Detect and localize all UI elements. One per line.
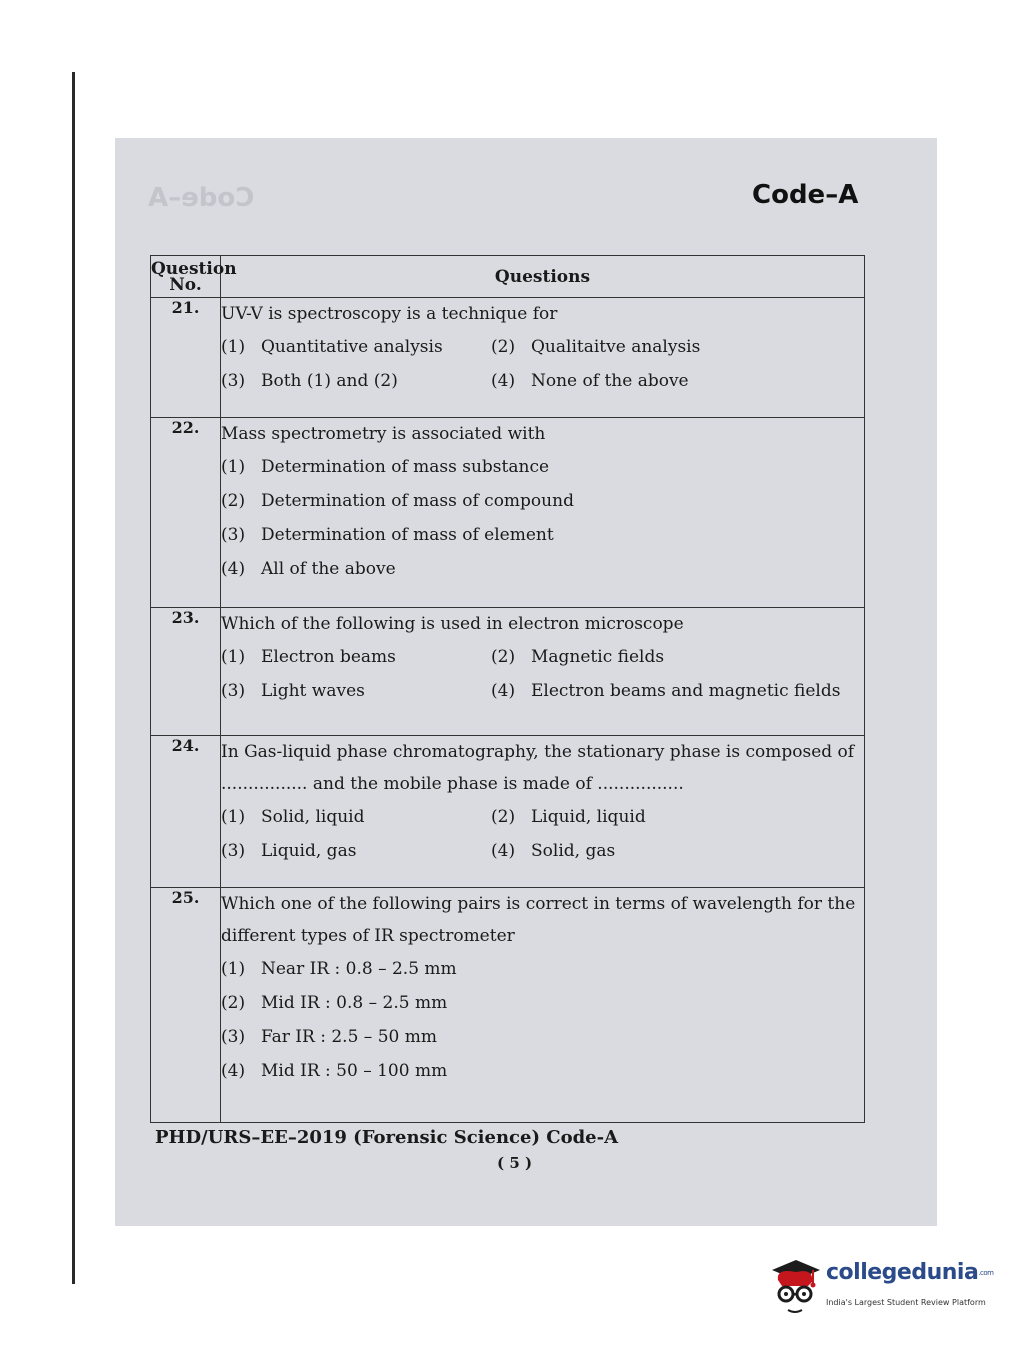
option	[221, 952, 821, 986]
option-number: (3)	[221, 681, 246, 701]
paper-footer: PHD/URS–EE–2019 (Forensic Science) Code-A	[155, 1127, 619, 1148]
option-text: Liquid, liquid	[531, 807, 646, 827]
column-question-no: Question No.	[151, 256, 221, 298]
option-number: (2)	[221, 491, 246, 511]
options	[221, 640, 864, 708]
option	[491, 834, 761, 868]
option-number: (3)	[221, 841, 246, 861]
logo-name: collegedunia	[826, 1260, 979, 1285]
option-number: (4)	[491, 681, 516, 701]
question-number: 23.	[151, 608, 221, 736]
option-text: Near IR : 0.8 – 2.5 mm	[261, 959, 457, 979]
option-text: Electron beams	[261, 647, 396, 667]
questions-table	[150, 255, 865, 1123]
option	[221, 552, 821, 586]
option-number: (4)	[221, 559, 246, 579]
option-number: (3)	[221, 525, 246, 545]
option-text: Quantitative analysis	[261, 337, 443, 357]
option	[491, 364, 761, 398]
question-number: 24.	[151, 736, 221, 888]
question-body	[221, 888, 865, 1123]
option-number: (1)	[221, 457, 246, 477]
question-number: 22.	[151, 418, 221, 608]
options	[221, 952, 864, 1088]
logo-tagline: India's Largest Student Review Platform	[826, 1298, 986, 1307]
option-text: Determination of mass of element	[261, 525, 554, 545]
question-row	[151, 418, 865, 608]
option	[221, 1020, 821, 1054]
scan-edge-rule	[72, 72, 75, 1284]
option-text: Solid, gas	[531, 841, 616, 861]
option-number: (1)	[221, 807, 246, 827]
option-number: (2)	[491, 647, 516, 667]
question-row	[151, 608, 865, 736]
option-number: (2)	[491, 337, 516, 357]
option-text: Far IR : 2.5 – 50 mm	[261, 1027, 437, 1047]
option	[221, 834, 491, 868]
option-text: Liquid, gas	[261, 841, 357, 861]
option	[221, 986, 821, 1020]
option-number: (4)	[221, 1061, 246, 1081]
question-stem: UV-V is spectroscopy is a technique for	[221, 304, 558, 324]
option-text: Magnetic fields	[531, 647, 665, 667]
option-text: Determination of mass substance	[261, 457, 550, 477]
option-number: (4)	[491, 371, 516, 391]
question-body	[221, 608, 865, 736]
option-text: Electron beams and magnetic fields	[531, 681, 841, 701]
page-number: ( 5 )	[497, 1154, 533, 1172]
option-number: (1)	[221, 647, 246, 667]
option	[221, 450, 821, 484]
option	[221, 330, 491, 364]
option	[491, 800, 761, 834]
question-row	[151, 736, 865, 888]
paper-code: Code–A	[752, 180, 859, 210]
option	[491, 674, 840, 708]
question-body	[221, 418, 865, 608]
option-text: Qualitaitve analysis	[531, 337, 701, 357]
option-number: (2)	[221, 993, 246, 1013]
option	[491, 330, 761, 364]
option-number: (4)	[491, 841, 516, 861]
option	[221, 1054, 821, 1088]
logo-suffix: .com	[978, 1269, 994, 1277]
option-number: (2)	[491, 807, 516, 827]
option-text: Both (1) and (2)	[261, 371, 398, 391]
question-body	[221, 298, 865, 418]
option-number: (1)	[221, 337, 246, 357]
question-number: 21.	[151, 298, 221, 418]
option-number: (3)	[221, 1027, 246, 1047]
option-text: Solid, liquid	[261, 807, 365, 827]
option-number: (1)	[221, 959, 246, 979]
option	[221, 484, 821, 518]
option-text: Light waves	[261, 681, 365, 701]
option-text: Mid IR : 50 – 100 mm	[261, 1061, 448, 1081]
option	[221, 640, 491, 674]
option-number: (3)	[221, 371, 246, 391]
option-text: Mid IR : 0.8 – 2.5 mm	[261, 993, 448, 1013]
table-header-row	[151, 256, 865, 298]
question-stem: Which one of the following pairs is correct in terms of wavelength for the different types of IR spectrometer	[221, 894, 856, 946]
option	[491, 640, 761, 674]
option	[221, 800, 491, 834]
option-text: All of the above	[261, 559, 396, 579]
options	[221, 450, 864, 586]
option-text: Determination of mass of compound	[261, 491, 574, 511]
option	[221, 364, 491, 398]
collegedunia-logo[interactable]	[768, 1250, 993, 1325]
column-questions: Questions	[221, 256, 865, 298]
option	[221, 674, 491, 708]
question-stem: In Gas-liquid phase chromatography, the stationary phase is composed of ................ and the mobile phase is made of ................	[221, 742, 855, 794]
question-row	[151, 298, 865, 418]
option-text: None of the above	[531, 371, 689, 391]
student-mascot-icon	[768, 1250, 824, 1320]
question-number: 25.	[151, 888, 221, 1123]
question-row	[151, 888, 865, 1123]
options	[221, 330, 864, 398]
bleed-through-code: Code–A	[148, 183, 255, 213]
options	[221, 800, 864, 868]
question-body	[221, 736, 865, 888]
question-stem: Which of the following is used in electron microscope	[221, 614, 684, 634]
option	[221, 518, 821, 552]
question-stem: Mass spectrometry is associated with	[221, 424, 546, 444]
